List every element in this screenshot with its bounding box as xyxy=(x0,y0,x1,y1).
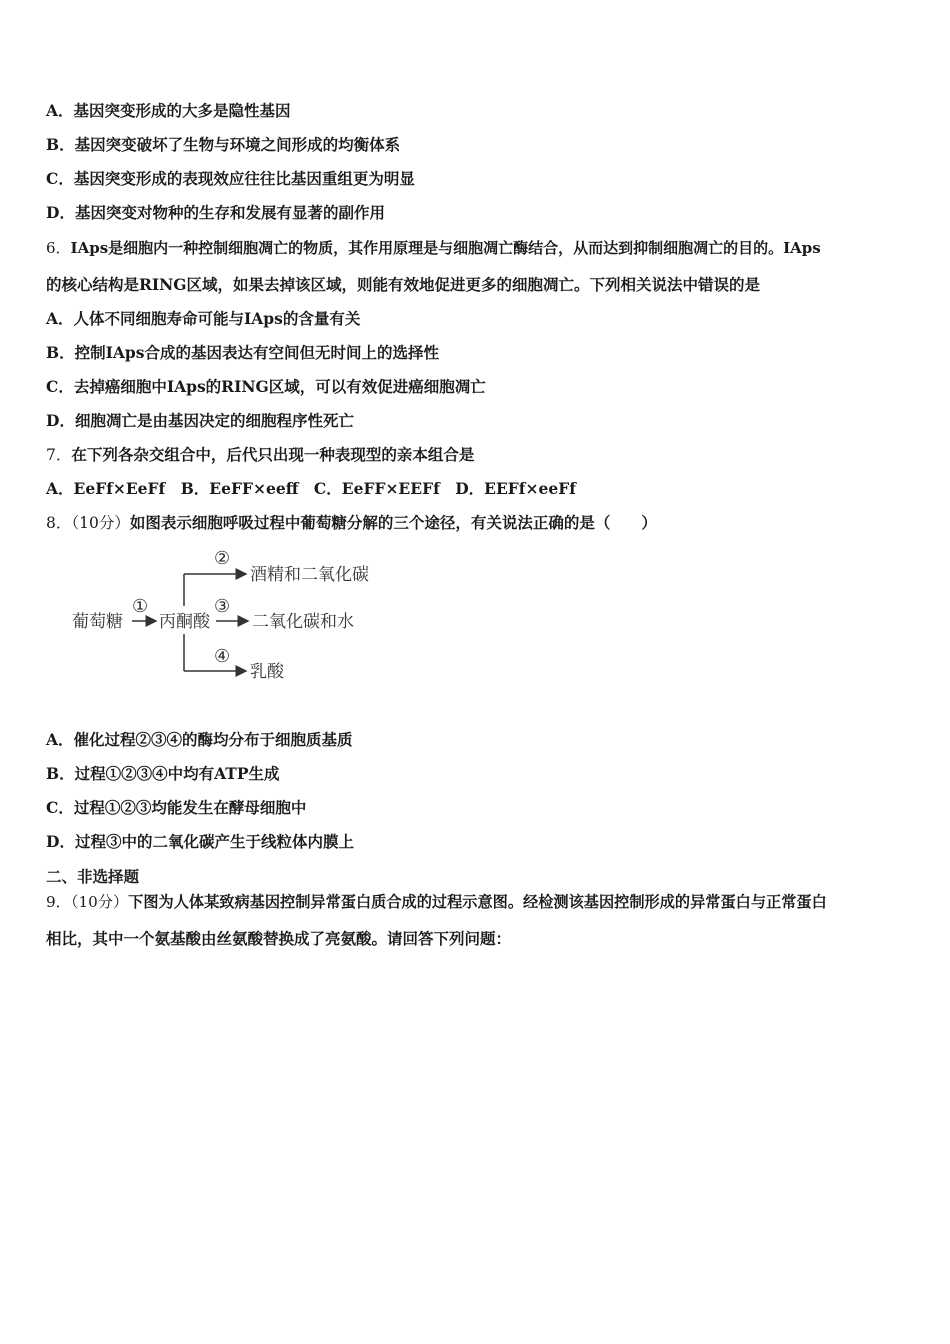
q8-option-d: D．过程③中的二氧化碳产生于线粒体内膜上 xyxy=(46,832,354,851)
glucose-label: 葡萄糖 xyxy=(72,612,123,632)
section-heading-non-choice: 二、非选择题 xyxy=(46,867,140,886)
q7-stem: 7．在下列各杂交组合中，后代只出现一种表现型的亲本组合是 xyxy=(46,445,475,464)
q8-option-a: A．催化过程②③④的酶均分布于细胞质基质 xyxy=(46,730,353,749)
q8-stem: 8．（10分）如图表示细胞呼吸过程中葡萄糖分解的三个途径，有关说法正确的是（ ） xyxy=(46,513,657,532)
q5-option-b: B．基因突变破坏了生物与环境之间形成的均衡体系 xyxy=(46,135,401,154)
q6-option-b: B．控制IAps合成的基因表达有空间但无时间上的选择性 xyxy=(46,343,439,362)
q8-option-b: B．过程①②③④中均有ATP生成 xyxy=(46,764,280,783)
q6-option-a: A．人体不同细胞寿命可能与IAps的含量有关 xyxy=(46,309,361,328)
q5-option-a: A．基因突变形成的大多是隐性基因 xyxy=(46,101,291,120)
process-4-label: ④ xyxy=(214,646,231,667)
product-3-label: 二氧化碳和水 xyxy=(252,612,354,632)
q6-option-c: C．去掉癌细胞中IAps的RING区域，可以有效促进癌细胞凋亡 xyxy=(46,377,486,396)
pyruvate-label: 丙酮酸 xyxy=(159,612,210,632)
q6-stem-line1: 6．IAps是细胞内一种控制细胞凋亡的物质，其作用原理是与细胞凋亡酶结合，从而达到抑制细胞凋亡的目的。IAps xyxy=(46,239,821,257)
q5-option-d: D．基因突变对物种的生存和发展有显著的副作用 xyxy=(46,203,385,222)
process-2-label: ② xyxy=(214,548,231,569)
q6-stem-line2: 的核心结构是RING区域，如果去掉该区域，则能有效地促进更多的细胞凋亡。下列相关说法中错误的是 xyxy=(46,275,761,294)
q8-option-c: C．过程①②③均能发生在酵母细胞中 xyxy=(46,798,307,817)
product-2-label: 酒精和二氧化碳 xyxy=(250,565,369,585)
q9-stem-line2: 相比，其中一个氨基酸由丝氨酸替换成了亮氨酸。请回答下列问题： xyxy=(46,929,512,948)
q7-options: A．EeFf×EeFf B．EeFF×eeff C．EeFF×EEFf D．EEFf×eeFf xyxy=(46,479,576,498)
process-3-label: ③ xyxy=(214,596,231,617)
q9-stem-line1: 9．（10分）下图为人体某致病基因控制异常蛋白质合成的过程示意图。经检测该基因控制形成的异常蛋白与正常蛋白 xyxy=(46,893,827,911)
q6-option-d: D．细胞凋亡是由基因决定的细胞程序性死亡 xyxy=(46,411,354,430)
respiration-pathway-diagram xyxy=(60,540,400,690)
product-4-label: 乳酸 xyxy=(250,662,284,682)
process-1-label: ① xyxy=(132,596,149,617)
q5-option-c: C．基因突变形成的表现效应往往比基因重组更为明显 xyxy=(46,169,415,188)
